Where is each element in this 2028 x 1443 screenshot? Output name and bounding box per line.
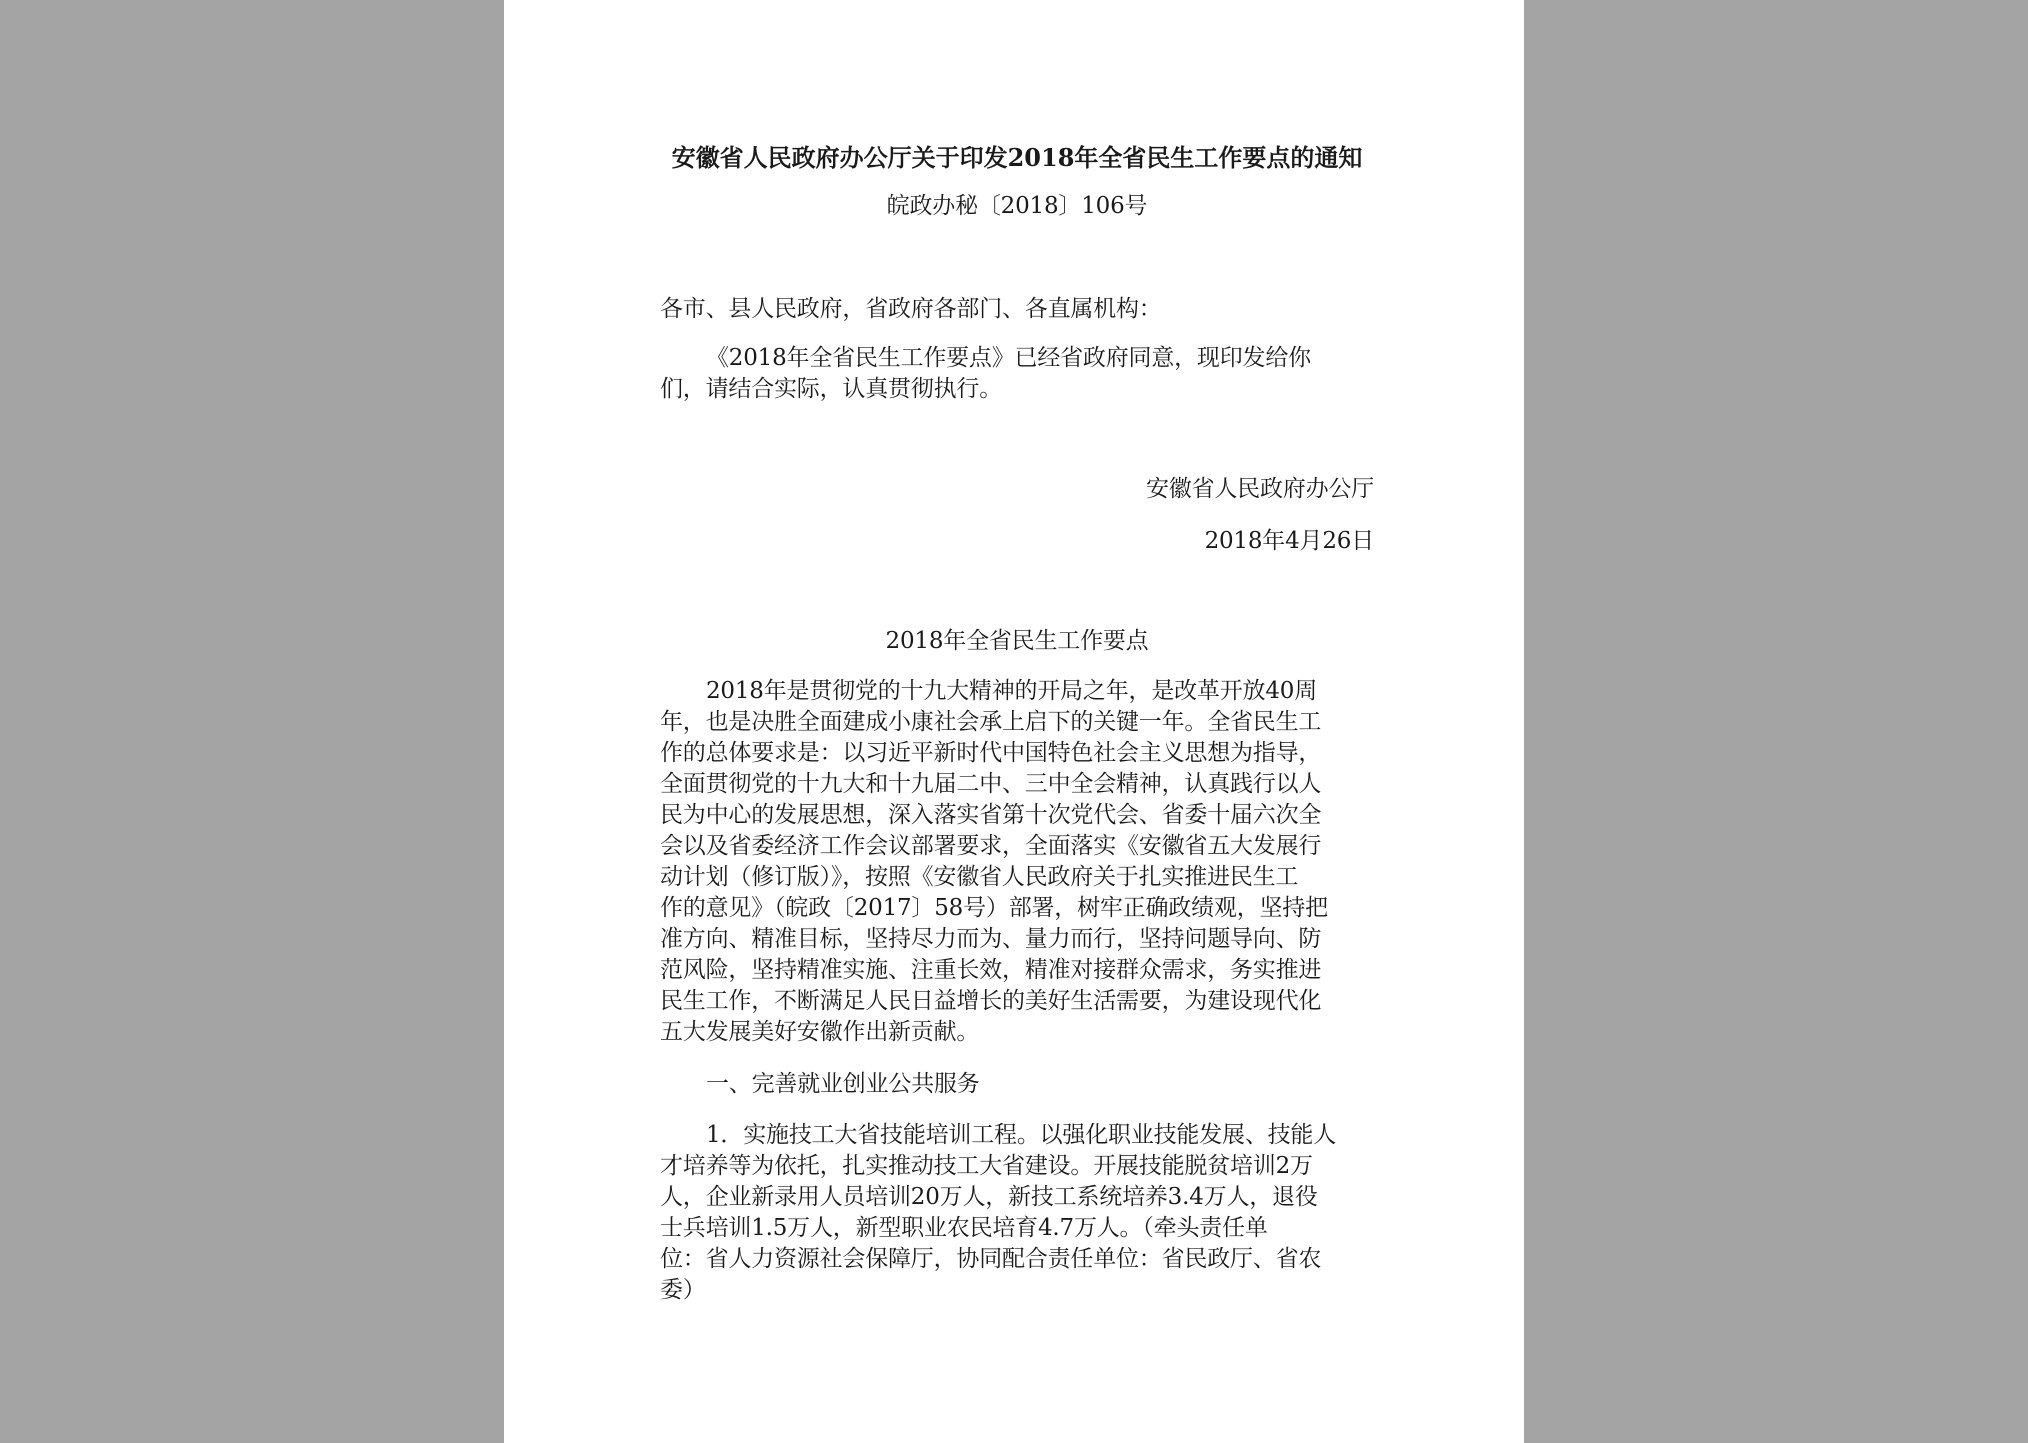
body-line: 作的意见》（皖政〔2017〕58号）部署，树牢正确政绩观，坚持把 (660, 895, 1328, 921)
document-page (504, 0, 1524, 1443)
body-line: 五大发展美好安徽作出新贡献。 (660, 1019, 980, 1045)
intro-line: 《2018年全省民生工作要点》已经省政府同意，现印发给你 (706, 345, 1311, 371)
body-line: 准方向、精准目标，坚持尽力而为、量力而行，坚持问题导向、防 (660, 926, 1322, 952)
body-line: 年，也是决胜全面建成小康社会承上启下的关键一年。全省民生工 (660, 709, 1322, 735)
addressee: 各市、县人民政府，省政府各部门、各直属机构： (660, 296, 1162, 322)
body-line: 民生工作，不断满足人民日益增长的美好生活需要，为建设现代化 (660, 988, 1322, 1014)
item-line: 位：省人力资源社会保障厅，协同配合责任单位：省民政厅、省农 (660, 1246, 1322, 1272)
item-line: 委） (660, 1277, 706, 1303)
section-title: 2018年全省民生工作要点 (885, 628, 1149, 654)
document-title: 安徽省人民政府办公厅关于印发2018年全省民生工作要点的通知 (671, 143, 1363, 172)
body-line: 会以及省委经济工作会议部署要求，全面落实《安徽省五大发展行 (660, 833, 1322, 859)
body-line: 作的总体要求是：以习近平新时代中国特色社会主义思想为指导， (660, 740, 1322, 766)
item-line: 人，企业新录用人员培训20万人，新技工系统培养3.4万人，退役 (660, 1184, 1318, 1210)
intro-paragraph (660, 343, 1374, 405)
item-line: 士兵培训1.5万人，新型职业农民培育4.7万人。（牵头责任单 (660, 1215, 1268, 1241)
item-line: 1．实施技工大省技能培训工程。以强化职业技能发展、技能人 (706, 1122, 1337, 1148)
body-line: 范风险，坚持精准实施、注重长效，精准对接群众需求，务实推进 (660, 957, 1322, 983)
item-1-paragraph (660, 1120, 1374, 1306)
heading-1: 一、完善就业创业公共服务 (706, 1071, 980, 1097)
issuer: 安徽省人民政府办公厅 (1145, 476, 1374, 502)
body-paragraph (660, 676, 1374, 1048)
body-line: 2018年是贯彻党的十九大精神的开局之年，是改革开放40周 (706, 678, 1317, 704)
intro-line: 们，请结合实际，认真贯彻执行。 (660, 376, 1003, 402)
body-line: 动计划（修订版）》，按照《安徽省人民政府关于扎实推进民生工 (660, 864, 1299, 890)
body-line: 民为中心的发展思想，深入落实省第十次党代会、省委十届六次全 (660, 802, 1322, 828)
body-line: 全面贯彻党的十九大和十九届二中、三中全会精神，认真践行以人 (660, 771, 1322, 797)
item-line: 才培养等为依托，扎实推动技工大省建设。开展技能脱贫培训2万 (660, 1153, 1313, 1179)
document-number: 皖政办秘〔2018〕106号 (886, 193, 1148, 219)
issue-date: 2018年4月26日 (1204, 528, 1374, 554)
